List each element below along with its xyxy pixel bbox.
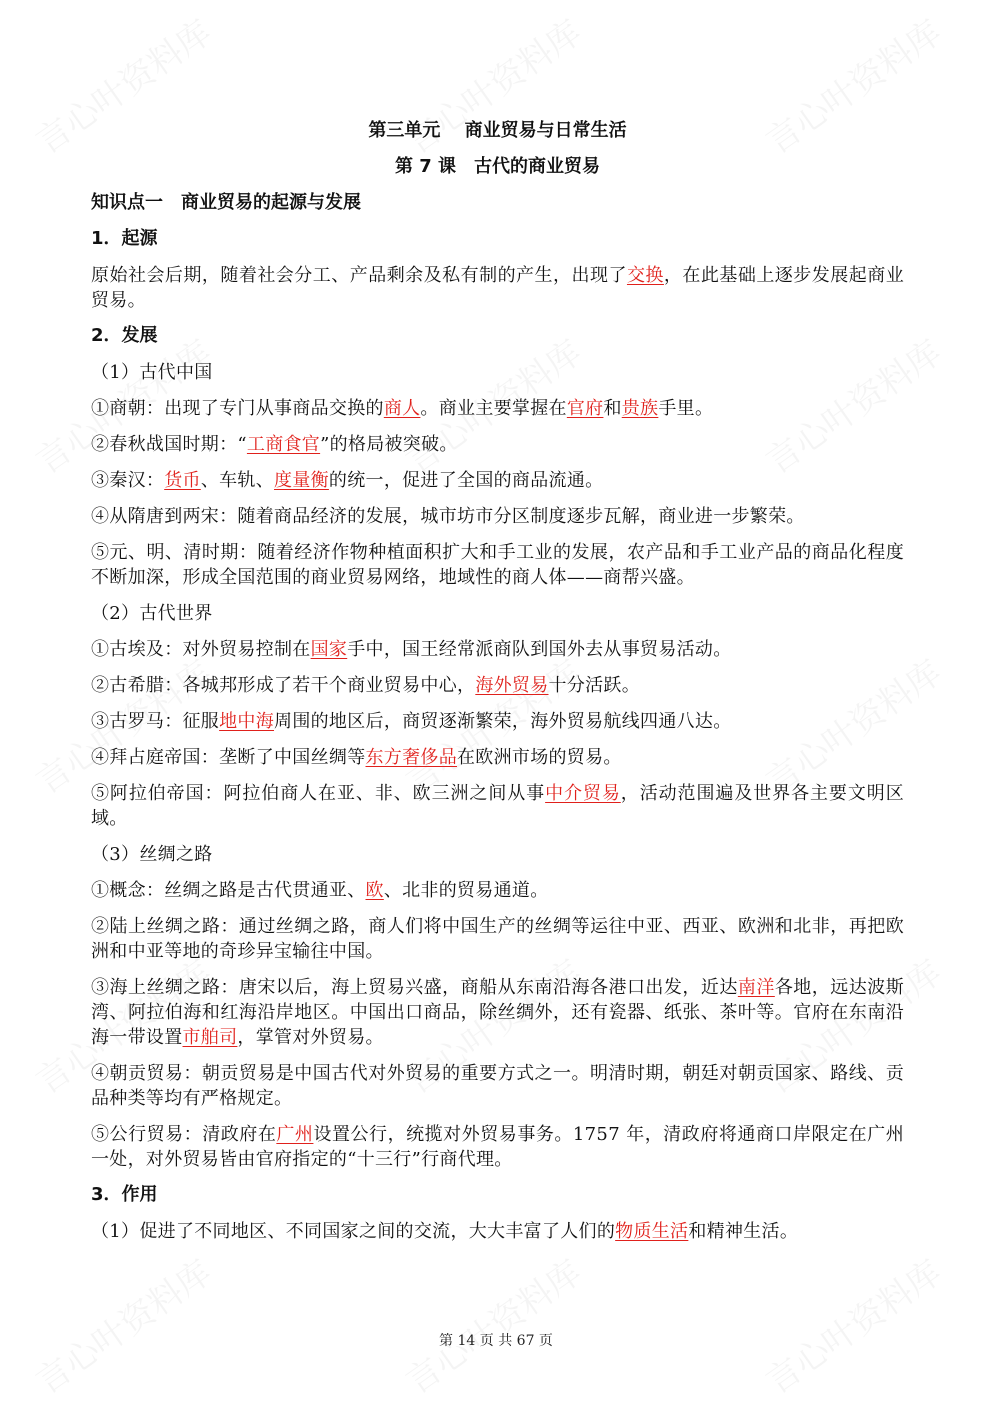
- key-term: 国家: [310, 639, 348, 660]
- paragraph: [91, 745, 904, 770]
- text-segment: ④朝贡贸易：朝贡贸易是中国古代对外贸易的重要方式之一。明清时期，朝廷对朝贡国家、路线、贡品种类等均有严格规定。: [91, 1063, 904, 1109]
- text-segment: 各地，远达波斯湾、阿拉伯海和红海沿岸地区。中国出口商品，除丝绸外，还有瓷器、纸张、茶叶等。官府在东南沿海一带设置: [91, 977, 904, 1048]
- text-segment: ③古罗马：征服: [91, 711, 220, 732]
- watermark-text: [754, 1246, 949, 1403]
- key-term: 南洋: [737, 977, 775, 998]
- key-term: 地中海: [219, 711, 275, 732]
- text-segment: ②古希腊：各城邦形成了若干个商业贸易中心，: [91, 675, 476, 696]
- knowledge-point-heading: 知识点一 商业贸易的起源与发展: [91, 192, 361, 213]
- section-heading-text: 3．作用: [91, 1184, 158, 1205]
- paragraph: [91, 709, 904, 734]
- paragraph: [91, 263, 904, 313]
- paragraph: [91, 1219, 904, 1244]
- text-segment: 、北非的贸易通道。: [383, 880, 549, 901]
- section-heading: [91, 324, 904, 348]
- text-segment: ”的格局被突破。: [320, 434, 458, 455]
- text-segment: ④拜占庭帝国：垄断了中国丝绸等: [91, 747, 366, 768]
- watermark-text: [394, 1246, 589, 1403]
- section-heading: [91, 1183, 904, 1207]
- text-segment: 十分活跃。: [548, 675, 641, 696]
- unit-title: 第三单元 商业贸易与日常生活: [368, 120, 627, 141]
- text-segment: ③秦汉：: [91, 470, 165, 491]
- text-segment: ④从隋唐到两宋：随着商品经济的发展，城市坊市分区制度逐步瓦解，商业进一步繁荣。: [91, 506, 805, 527]
- page-footer: 第 14 页 共 67 页: [439, 1333, 553, 1349]
- paragraph: [91, 673, 904, 698]
- paragraph: [91, 781, 904, 831]
- section-heading-text: 1．起源: [91, 228, 158, 249]
- text-segment: 在欧洲市场的贸易。: [457, 747, 622, 768]
- text-segment: ，掌管对外贸易。: [237, 1027, 384, 1048]
- key-term: 中介贸易: [545, 783, 621, 804]
- paragraph: [91, 468, 904, 493]
- watermark-text: [24, 1246, 219, 1403]
- subsection-heading: （2）古代世界: [91, 603, 213, 624]
- key-term: 度量衡: [274, 470, 329, 491]
- key-term: 物质生活: [615, 1221, 689, 1242]
- subsection-heading: （3）丝绸之路: [91, 844, 213, 865]
- key-term: 工商食官: [246, 434, 321, 455]
- paragraph: [91, 396, 904, 421]
- text-segment: ①商朝：出现了专门从事商品交换的: [91, 398, 384, 419]
- text-segment: 手里。: [658, 398, 714, 419]
- paragraph: [91, 637, 904, 662]
- content-blocks: [91, 227, 904, 1244]
- text-segment: ，在此基础上逐步发展起商业贸易。: [91, 265, 904, 311]
- lesson-title: 第 7 课 古代的商业贸易: [394, 156, 601, 177]
- text-segment: 、车轨、: [200, 470, 275, 491]
- text-segment: ①古埃及：对外贸易控制在: [91, 639, 311, 660]
- key-term: 海外贸易: [475, 675, 549, 696]
- text-segment: 设置公行，统揽对外贸易事务。1757 年，清政府将通商口岸限定在广州一处，对外贸易皆由官府指定的“十三行”行商代理。: [91, 1124, 904, 1170]
- text-segment: ⑤元、明、清时期：随着经济作物种植面积扩大和手工业的发展，农产品和手工业产品的商品化程度不断加深，形成全国范围的商业贸易网络，地域性的商人体——商帮兴盛。: [91, 542, 904, 588]
- paragraph: [91, 914, 904, 964]
- paragraph: [91, 432, 904, 457]
- key-term: 东方奢侈品: [365, 747, 457, 768]
- paragraph: [91, 540, 904, 590]
- subsection-heading: （1）古代中国: [91, 362, 213, 383]
- key-term: 欧: [365, 880, 384, 901]
- text-segment: ⑤公行贸易：清政府在: [91, 1124, 277, 1145]
- key-term: 商人: [383, 398, 421, 419]
- section-heading-text: 2．发展: [91, 325, 158, 346]
- key-term: 贵族: [621, 398, 659, 419]
- text-segment: 和精神生活。: [688, 1221, 799, 1242]
- section-heading: [91, 227, 904, 251]
- text-segment: 手中，国王经常派商队到国外去从事贸易活动。: [347, 639, 732, 660]
- paragraph: [91, 504, 904, 529]
- text-segment: ⑤阿拉伯帝国：阿拉伯商人在亚、非、欧三洲之间从事: [91, 783, 546, 804]
- text-segment: 周围的地区后，商贸逐渐繁荣，海外贸易航线四通八达。: [274, 711, 732, 732]
- document-body: [91, 119, 904, 1255]
- text-segment: 和: [603, 398, 622, 419]
- paragraph: [91, 878, 904, 903]
- paragraph: [91, 975, 904, 1050]
- text-segment: ②春秋战国时期：“: [91, 434, 247, 455]
- text-segment: 的统一，促进了全国的商品流通。: [328, 470, 604, 491]
- text-segment: ②陆上丝绸之路：通过丝绸之路，商人们将中国生产的丝绸等运往中亚、西亚、欧洲和北非，再把欧洲和中亚等地的奇珍异宝输往中国。: [91, 916, 904, 962]
- paragraph: [91, 1061, 904, 1111]
- text-segment: ③海上丝绸之路：唐宋以后，海上贸易兴盛，商船从东南沿海各港口出发，近达: [91, 977, 738, 998]
- key-term: 货币: [164, 470, 201, 491]
- text-segment: 原始社会后期，随着社会分工、产品剩余及私有制的产生，出现了: [91, 265, 627, 286]
- key-term: 交换: [626, 265, 664, 286]
- paragraph: [91, 1122, 904, 1172]
- text-segment: ，活动范围遍及世界各主要文明区域。: [91, 783, 904, 829]
- key-term: 官府: [566, 398, 604, 419]
- text-segment: 。商业主要掌握在: [420, 398, 567, 419]
- key-term: 市舶司: [182, 1027, 238, 1048]
- text-segment: ①概念：丝绸之路是古代贯通亚、: [91, 880, 366, 901]
- key-term: 广州: [276, 1124, 314, 1145]
- text-segment: （1）促进了不同地区、不同国家之间的交流，大大丰富了人们的: [91, 1221, 616, 1242]
